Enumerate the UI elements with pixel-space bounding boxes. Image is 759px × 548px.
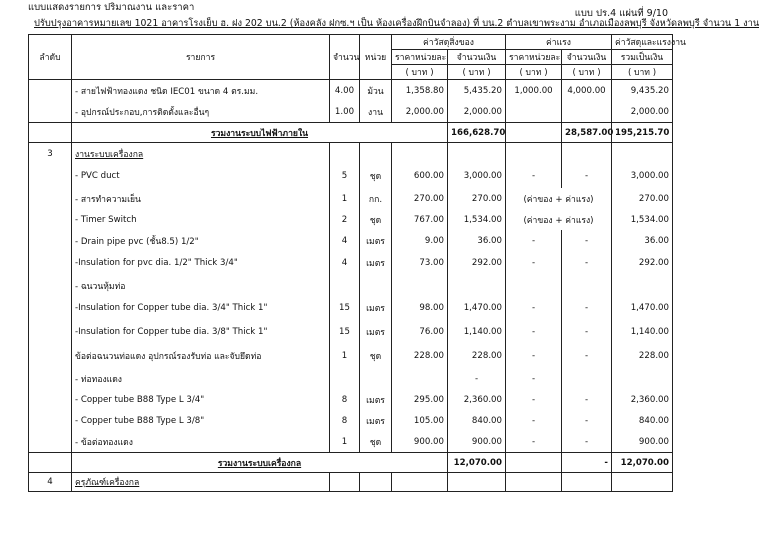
labor-amount: -: [562, 389, 612, 410]
labor-unit-price: -: [506, 344, 562, 368]
total-amount: 2,360.00: [612, 389, 673, 410]
labor-amount: 28,587.00: [562, 123, 612, 143]
unit: ชุด: [360, 431, 392, 453]
material-unit-price: 767.00: [392, 209, 448, 230]
total-amount: 228.00: [612, 344, 673, 368]
col-qty-header: จำนวน: [330, 35, 360, 80]
row-no: [29, 275, 72, 296]
col-item-header: รายการ: [72, 35, 330, 80]
row-no: [29, 123, 72, 143]
quantity: 1: [330, 188, 360, 209]
unit: ชุด: [360, 164, 392, 188]
labor-unit-price: -: [506, 389, 562, 410]
row-no: [29, 251, 72, 275]
table-row: [29, 188, 673, 209]
sheet-number: แบบ ปร.4 แผ่นที่ 9/10: [574, 8, 668, 19]
subtotal-row: [29, 123, 673, 143]
row-no: [29, 320, 72, 344]
unit: [360, 473, 392, 492]
item-description: -Insulation for pvc dia. 1/2" Thick 3/4": [72, 251, 330, 275]
labor-amount: -: [562, 320, 612, 344]
material-amount: 3,000.00: [448, 164, 506, 188]
material-amount: 900.00: [448, 431, 506, 453]
baht-label: ( บาท ): [448, 65, 506, 80]
unit: [360, 368, 392, 389]
row-no: [29, 410, 72, 431]
labor-unit-price: -: [506, 431, 562, 453]
material-amount: 1,140.00: [448, 320, 506, 344]
material-amount: 270.00: [448, 188, 506, 209]
unit: ม้วน: [360, 80, 392, 102]
table-header: [29, 35, 686, 80]
item-description: - สารทำความเย็น: [72, 188, 330, 209]
material-unit-price: 73.00: [392, 251, 448, 275]
labor-amount: [562, 473, 612, 492]
section-heading-row: [29, 143, 673, 165]
material-amount: 2,360.00: [448, 389, 506, 410]
total-amount: 1,534.00: [612, 209, 673, 230]
section-heading-row: [29, 275, 673, 296]
total-amount: 270.00: [612, 188, 673, 209]
quantity: 4: [330, 230, 360, 251]
table-row: [29, 410, 673, 431]
material-unit-price: [392, 368, 448, 389]
item-description: งานระบบเครื่องกล: [72, 143, 330, 165]
labor-unit-price: [506, 123, 562, 143]
labor-unit-price: -: [506, 410, 562, 431]
quantity: 1: [330, 344, 360, 368]
row-no: 4: [29, 473, 72, 492]
quantity: 5: [330, 164, 360, 188]
total-amount: 1,470.00: [612, 296, 673, 320]
labor-unit-price: [506, 453, 562, 473]
quantity: [330, 275, 360, 296]
row-no: [29, 344, 72, 368]
material-unit-price: 76.00: [392, 320, 448, 344]
total-amount: 900.00: [612, 431, 673, 453]
boq-table: [28, 34, 686, 492]
quantity: [330, 368, 360, 389]
item-description: - อุปกรณ์ประกอบ,การติดตั้งและอื่นๆ: [72, 101, 330, 123]
row-no: [29, 80, 72, 102]
labor-unit-price: -: [506, 368, 562, 389]
unit: [360, 275, 392, 296]
labor-amount: [562, 101, 612, 123]
item-description: -Insulation for Copper tube dia. 3/4" Thick 1": [72, 296, 330, 320]
item-description: ข้อต่อฉนวนท่อแดง อุปกรณ์รองรับท่อ และจับยึดท่อ: [72, 344, 330, 368]
total-amount: 292.00: [612, 251, 673, 275]
unit: เมตร: [360, 296, 392, 320]
unit: เมตร: [360, 389, 392, 410]
labor-unit-price: -: [506, 296, 562, 320]
section-heading-row: [29, 368, 673, 389]
table-row: [29, 101, 673, 123]
baht-label: ( บาท ): [562, 65, 612, 80]
unit: เมตร: [360, 320, 392, 344]
labor-amount: -: [562, 410, 612, 431]
material-unit-price: 270.00: [392, 188, 448, 209]
quantity: 8: [330, 410, 360, 431]
table-row: [29, 344, 673, 368]
table-row: [29, 389, 673, 410]
labor-amount: [562, 275, 612, 296]
labor-amount: -: [562, 344, 612, 368]
table-row: [29, 251, 673, 275]
quantity: 4: [330, 251, 360, 275]
table-row: [29, 230, 673, 251]
row-no: [29, 431, 72, 453]
total-amount-header: รวมเป็นเงิน: [612, 50, 673, 65]
material-unit-price: 600.00: [392, 164, 448, 188]
subtotal-label: รวมงานระบบไฟฟ้าภายใน: [72, 123, 448, 143]
material-unit-price: [392, 473, 448, 492]
item-description: - Timer Switch: [72, 209, 330, 230]
labor-note: (ค่าของ + ค่าแรง): [506, 209, 612, 230]
unit: เมตร: [360, 230, 392, 251]
material-amount: 5,435.20: [448, 80, 506, 102]
row-no: [29, 296, 72, 320]
labor-amount: -: [562, 230, 612, 251]
unit: ชุด: [360, 344, 392, 368]
row-no: [29, 188, 72, 209]
labor-unit-price: 1,000.00: [506, 80, 562, 102]
quantity: 15: [330, 320, 360, 344]
form-title: แบบแสดงรายการ ปริมาณงาน และราคา: [28, 2, 195, 13]
total-amount: 195,215.70: [612, 123, 673, 143]
total-amount: 2,000.00: [612, 101, 673, 123]
labor-amount: -: [562, 453, 612, 473]
unit: กก.: [360, 188, 392, 209]
document-header: [28, 2, 759, 34]
row-no: [29, 209, 72, 230]
table-row: [29, 320, 673, 344]
quantity: [330, 473, 360, 492]
col-no-header: ลำดับ: [29, 35, 72, 80]
labor-group-header: ค่าแรง: [506, 35, 612, 50]
total-group-header: ค่าวัสดุและแรงงาน: [612, 35, 673, 50]
quantity: 4.00: [330, 80, 360, 102]
row-no: [29, 230, 72, 251]
unit: งาน: [360, 101, 392, 123]
labor-unit-price: -: [506, 230, 562, 251]
section-heading-row: [29, 473, 673, 492]
labor-amount: -: [562, 164, 612, 188]
quantity: 8: [330, 389, 360, 410]
item-description: - PVC duct: [72, 164, 330, 188]
labor-amount: [562, 368, 612, 389]
row-no: 3: [29, 143, 72, 165]
lab-unit-price-header: ราคาหน่วยละ: [506, 50, 562, 65]
material-unit-price: 9.00: [392, 230, 448, 251]
material-amount: [448, 275, 506, 296]
unit: [360, 143, 392, 165]
total-amount: 12,070.00: [612, 453, 673, 473]
mat-unit-price-header: ราคาหน่วยละ: [392, 50, 448, 65]
quantity: 15: [330, 296, 360, 320]
labor-unit-price: [506, 473, 562, 492]
material-unit-price: 295.00: [392, 389, 448, 410]
total-amount: 36.00: [612, 230, 673, 251]
baht-label: ( บาท ): [506, 65, 562, 80]
material-amount: 1,470.00: [448, 296, 506, 320]
labor-unit-price: -: [506, 251, 562, 275]
labor-unit-price: [506, 101, 562, 123]
total-amount: [612, 143, 673, 165]
table-row: [29, 431, 673, 453]
item-description: -Insulation for Copper tube dia. 3/8" Thick 1": [72, 320, 330, 344]
mat-amount-header: จำนวนเงิน: [448, 50, 506, 65]
item-description: - ท่อทองแดง: [72, 368, 330, 389]
material-unit-price: 228.00: [392, 344, 448, 368]
table-row: [29, 296, 673, 320]
material-amount: 1,534.00: [448, 209, 506, 230]
quantity: [330, 143, 360, 165]
total-amount: 3,000.00: [612, 164, 673, 188]
labor-amount: [562, 143, 612, 165]
item-description: - Copper tube B88 Type L 3/8": [72, 410, 330, 431]
row-no: [29, 368, 72, 389]
material-amount: [448, 143, 506, 165]
material-unit-price: [392, 275, 448, 296]
table-body: [29, 80, 673, 492]
labor-amount: -: [562, 251, 612, 275]
item-description: - Drain pipe pvc (ชั้น8.5) 1/2": [72, 230, 330, 251]
item-description: - ข้อต่อทองแดง: [72, 431, 330, 453]
lab-amount-header: จำนวนเงิน: [562, 50, 612, 65]
row-no: [29, 389, 72, 410]
subtotal-row: [29, 453, 673, 473]
table-row: [29, 164, 673, 188]
total-amount: 840.00: [612, 410, 673, 431]
baht-label: ( บาท ): [392, 65, 448, 80]
material-amount: -: [448, 368, 506, 389]
table-row: [29, 80, 673, 102]
item-description: - Copper tube B88 Type L 3/4": [72, 389, 330, 410]
material-unit-price: 900.00: [392, 431, 448, 453]
row-no: [29, 164, 72, 188]
material-amount: 228.00: [448, 344, 506, 368]
project-title: ปรับปรุงอาคารหมายเลข 1021 อาคารโรงเย็บ ฮ. ฝง 202 บน.2 (ห้องคลัง ฝกซ.ฯ เป็น ห้องเครื่องฝึกบินจำลอง) ที่ บน.2 ตำบลเขาพระงาม อำเภอเมืองลพบุรี จังหวัดลพบุรี จำนวน 1 งาน: [34, 18, 759, 29]
labor-note: (ค่าของ + ค่าแรง): [506, 188, 612, 209]
material-group-header: ค่าวัสดุสิ่งของ: [392, 35, 506, 50]
material-unit-price: 1,358.80: [392, 80, 448, 102]
quantity: 1: [330, 431, 360, 453]
material-unit-price: 98.00: [392, 296, 448, 320]
material-amount: 36.00: [448, 230, 506, 251]
unit: เมตร: [360, 410, 392, 431]
material-unit-price: 2,000.00: [392, 101, 448, 123]
row-no: [29, 453, 72, 473]
total-amount: [612, 473, 673, 492]
labor-unit-price: [506, 143, 562, 165]
material-amount: 166,628.70: [448, 123, 506, 143]
material-amount: 840.00: [448, 410, 506, 431]
quantity: 1.00: [330, 101, 360, 123]
row-no: [29, 101, 72, 123]
material-amount: 2,000.00: [448, 101, 506, 123]
labor-amount: -: [562, 431, 612, 453]
col-unit-header: หน่วย: [360, 35, 392, 80]
item-description: - สายไฟฟ้าทองแดง ชนิด IEC01 ขนาด 4 ตร.มม.: [72, 80, 330, 102]
quantity: 2: [330, 209, 360, 230]
item-description: - ฉนวนหุ้มท่อ: [72, 275, 330, 296]
material-unit-price: 105.00: [392, 410, 448, 431]
baht-label: ( บาท ): [612, 65, 673, 80]
unit: เมตร: [360, 251, 392, 275]
subtotal-label: รวมงานระบบเครื่องกล: [72, 453, 448, 473]
item-description: ครุภัณฑ์เครื่องกล: [72, 473, 330, 492]
labor-unit-price: -: [506, 320, 562, 344]
total-amount: 1,140.00: [612, 320, 673, 344]
labor-unit-price: [506, 275, 562, 296]
table-row: [29, 209, 673, 230]
material-unit-price: [392, 143, 448, 165]
total-amount: [612, 368, 673, 389]
material-amount: 292.00: [448, 251, 506, 275]
material-amount: 12,070.00: [448, 453, 506, 473]
unit: ชุด: [360, 209, 392, 230]
total-amount: [612, 275, 673, 296]
labor-amount: 4,000.00: [562, 80, 612, 102]
total-amount: 9,435.20: [612, 80, 673, 102]
labor-amount: -: [562, 296, 612, 320]
material-amount: [448, 473, 506, 492]
labor-unit-price: -: [506, 164, 562, 188]
